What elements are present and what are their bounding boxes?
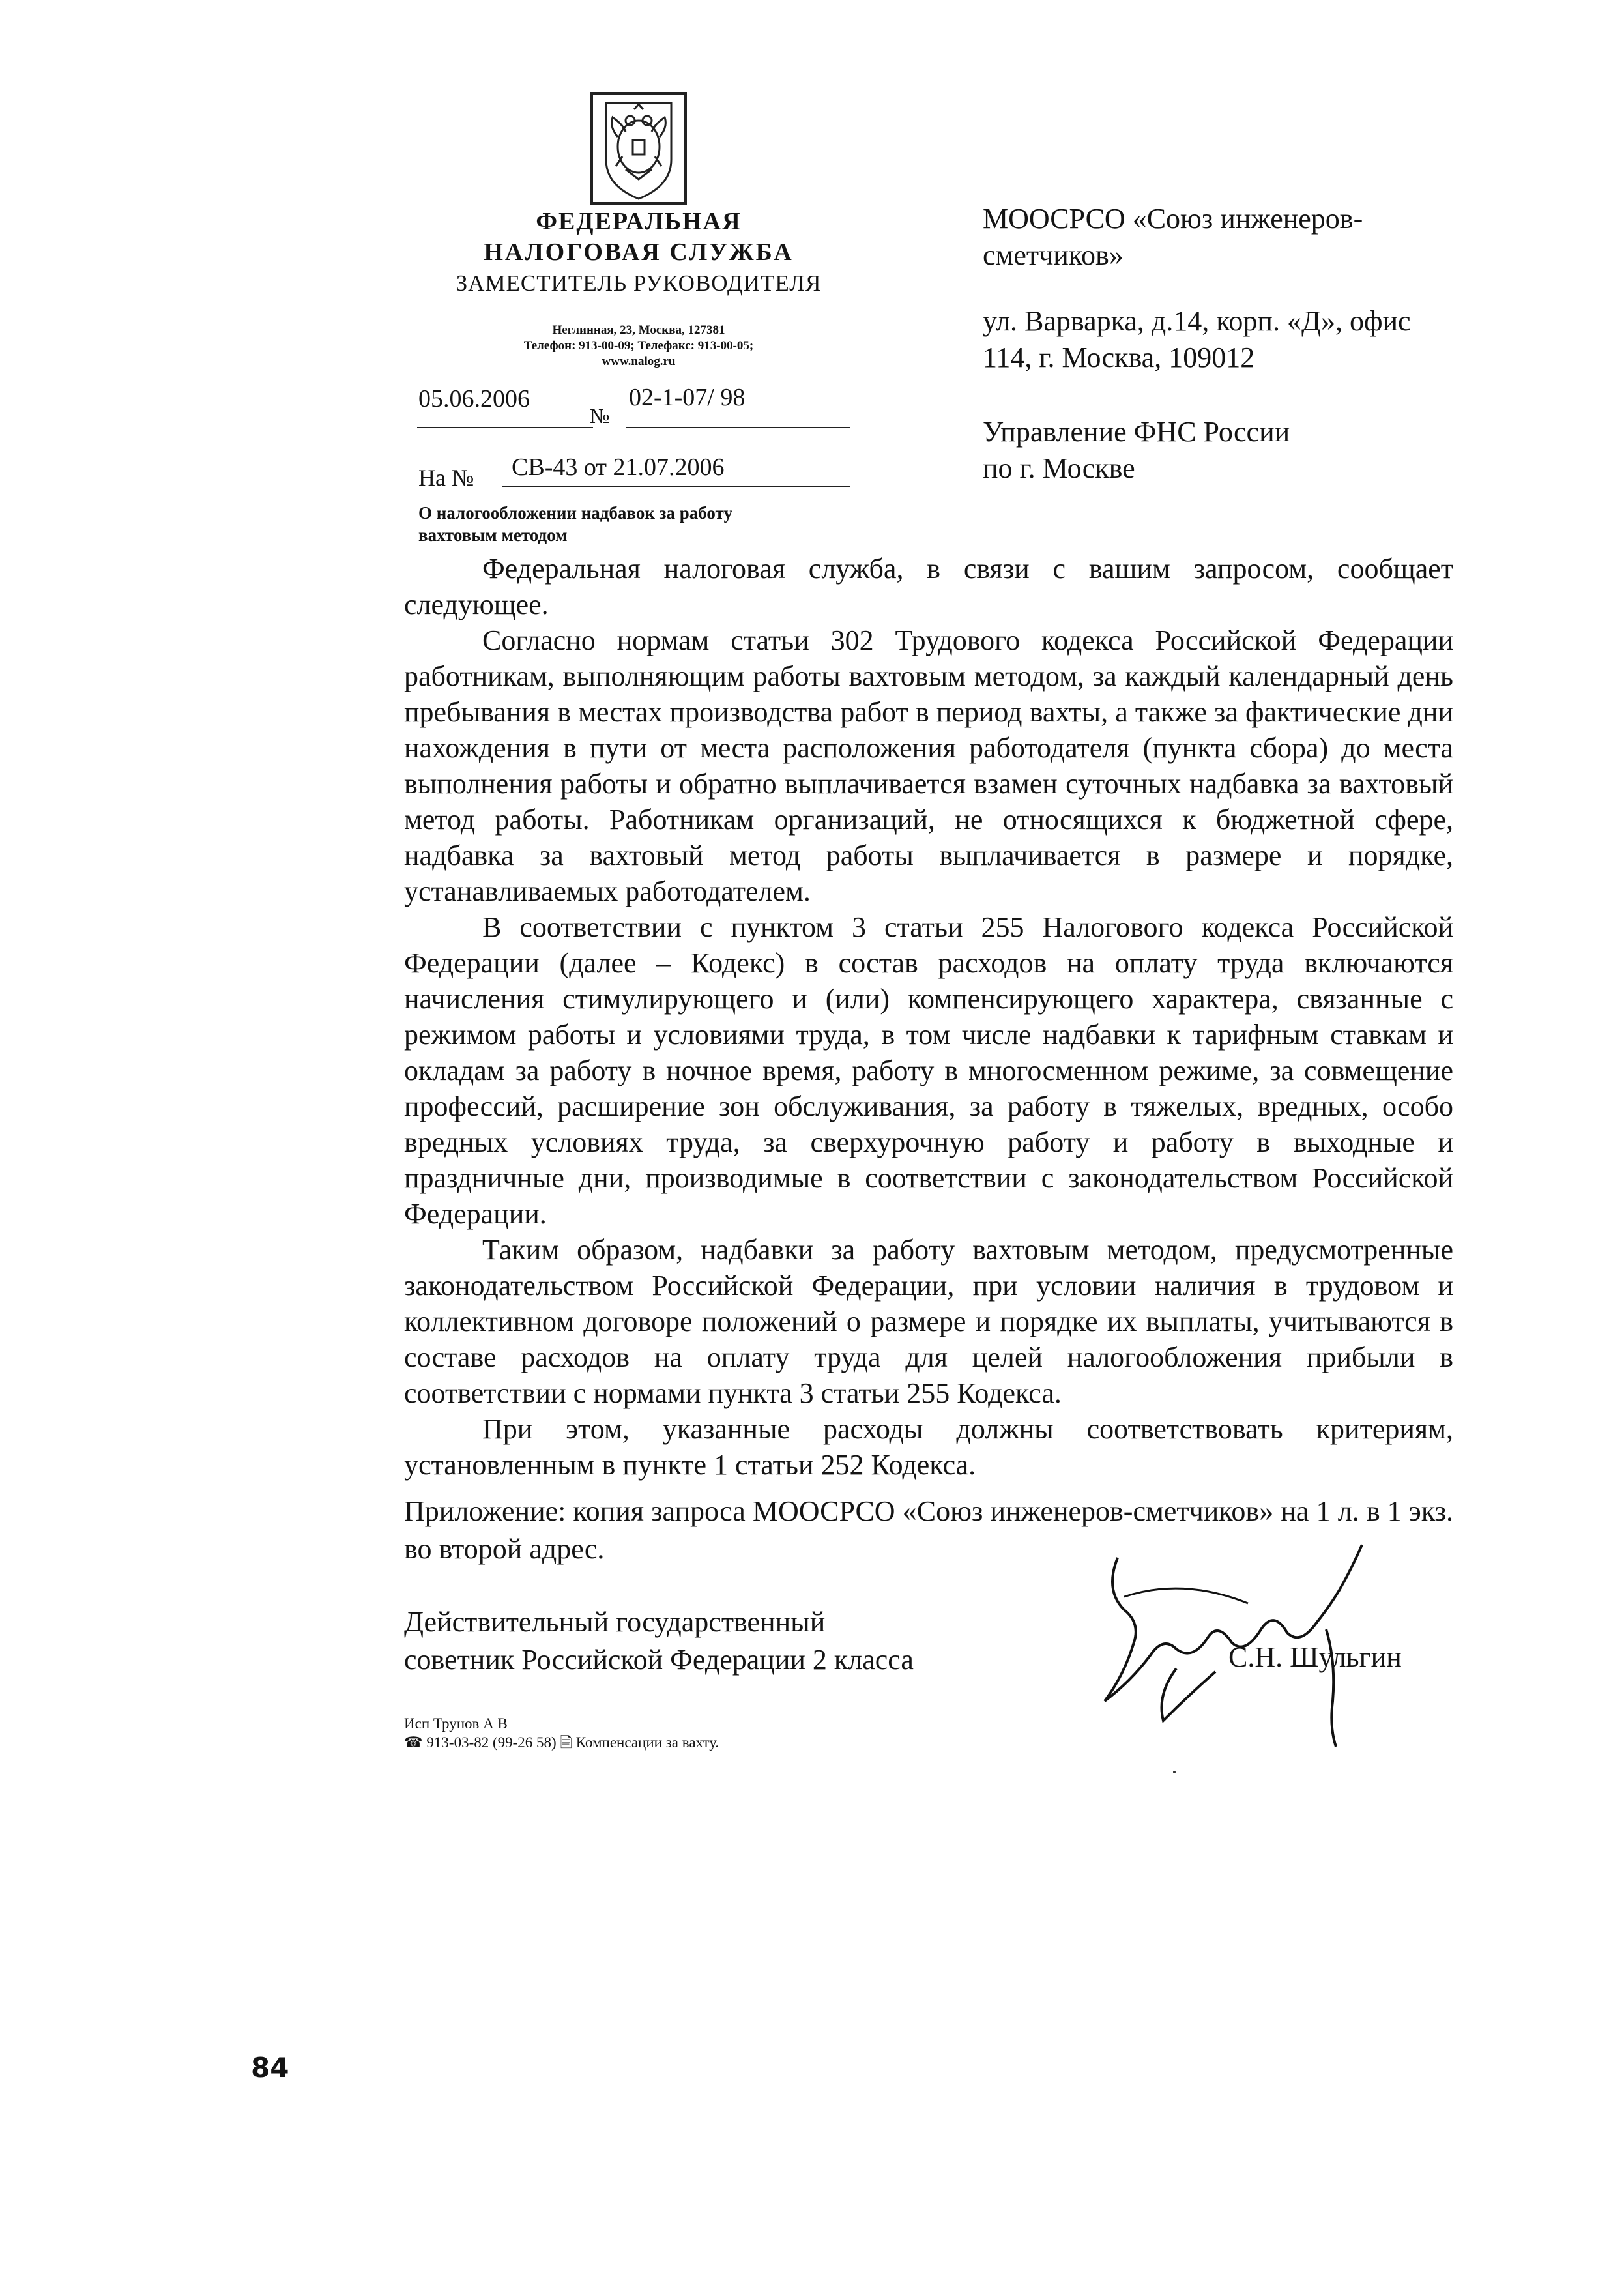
recipient-name-line: сметчиков»	[983, 239, 1124, 271]
sender-address: Неглинная, 23, Москва, 127381	[552, 323, 725, 337]
copy-recipient	[983, 414, 1290, 487]
copy-recipient-line: по г. Москве	[983, 452, 1135, 484]
body-paragraph: Таким образом, надбавки за работу вахтовым методом, предусмотренные законодательством Российской Федерации, при условии наличия в трудовом и коллективном договоре положений о размере и порядке их выплаты, учитываются в составе расходов на оплату труда для целей налогообложения прибыли в соответствии с нормами пункта 3 статьи 255 Кодекса.	[404, 1234, 1453, 1409]
letter-subject	[418, 502, 875, 546]
signatory-title	[404, 1603, 914, 1679]
org-name-line2: НАЛОГОВАЯ СЛУЖБА	[484, 239, 794, 266]
russian-coat-of-arms-icon	[590, 91, 688, 205]
letter-date: 05.06.2006	[418, 385, 530, 413]
executor-file: Компенсации за вахту.	[575, 1734, 719, 1751]
body-paragraph: Согласно нормам статьи 302 Трудового кодекса Российской Федерации работникам, выполняющим работы вахтовым методом, за каждый календарный день пребывания в местах производства работ в период вахты, а также за фактические дни нахождения в пути от места расположения работодателя (пункта сбора) до места выполнения работы и обратно выплачивается взамен суточных надбавка за вахтовый метод работы. Работникам организаций, не относящихся к бюджетной сфере, надбавка за вахтовый метод работы выплачивается в размере и порядке, устанавливаемых работодателем.	[404, 624, 1453, 907]
body-paragraph: При этом, указанные расходы должны соответствовать критериям, установленным в пункте 1 статьи 252 Кодекса.	[404, 1413, 1453, 1481]
reply-underline	[502, 486, 850, 487]
copy-recipient-line: Управление ФНС России	[983, 416, 1290, 448]
letter-body	[404, 551, 1453, 1483]
body-paragraph: В соответствии с пунктом 3 статьи 255 Налогового кодекса Российской Федерации (далее – Кодекс) в состав расходов на оплату труда включаются начисления стимулирующего и (или) компенсирующего характера, связанные с режимом работы и условиями труда, в том числе надбавки к тарифным ставкам и окладам за работу в ночное время, работу в многосменном режиме, за совмещение профессий, расширение зон обслуживания, за работу в тяжелых, вредных, особо вредных условиях труда, за сверхурочную работу и работу в выходные и праздничные дни, производимые в соответствии с законодательством Российской Федерации.	[404, 911, 1453, 1230]
sender-contacts	[437, 323, 841, 370]
attachment-note: Приложение: копия запроса МООСРСО «Союз инженеров-сметчиков» на 1 л. в 1 экз. во второй адрес.	[404, 1495, 1453, 1565]
signatory-title-line: Действительный государственный	[404, 1606, 826, 1638]
signatory-name: С.Н. Шульгин	[1228, 1641, 1402, 1673]
executor-contacts	[404, 1733, 719, 1752]
handwritten-signature	[1079, 1532, 1391, 1747]
body-paragraph: Федеральная налоговая служба, в связи с вашим запросом, сообщает следующее.	[404, 553, 1453, 620]
number-underline	[626, 427, 850, 428]
page-number: 84	[251, 2052, 289, 2084]
phone-icon: ☎	[404, 1734, 423, 1751]
executor-name: Исп Трунов А В	[404, 1715, 508, 1732]
reply-prefix: На №	[418, 465, 474, 491]
recipient-address-line: ул. Варварка, д.14, корп. «Д», офис	[983, 305, 1411, 337]
letter-number: 02-1-07/ 98	[629, 384, 746, 411]
date-underline	[417, 427, 593, 428]
recipient-name	[983, 201, 1363, 274]
sender-website: www.nalog.ru	[602, 355, 676, 368]
scan-speck	[1173, 1771, 1176, 1773]
subject-line: вахтовым методом	[418, 525, 568, 545]
sender-phones: Телефон: 913-00-09; Телефакс: 913-00-05;	[523, 339, 754, 353]
executor-info	[404, 1714, 719, 1752]
reply-reference: СВ-43 от 21.07.2006	[512, 454, 725, 481]
number-sign: №	[590, 404, 610, 428]
org-name-line1: ФЕДЕРАЛЬНАЯ	[536, 208, 742, 235]
signatory-title-line: советник Российской Федерации 2 класса	[404, 1644, 914, 1676]
recipient-name-line: МООСРСО «Союз инженеров-	[983, 203, 1363, 235]
sender-position: ЗАМЕСТИТЕЛЬ РУКОВОДИТЕЛЯ	[456, 270, 822, 296]
recipient-address	[983, 303, 1411, 376]
recipient-address-line: 114, г. Москва, 109012	[983, 342, 1255, 373]
file-icon: 🖹	[560, 1734, 572, 1751]
subject-line: О налогообложении надбавок за работу	[418, 503, 732, 523]
executor-phone: 913-03-82 (99-26 58)	[426, 1734, 557, 1751]
